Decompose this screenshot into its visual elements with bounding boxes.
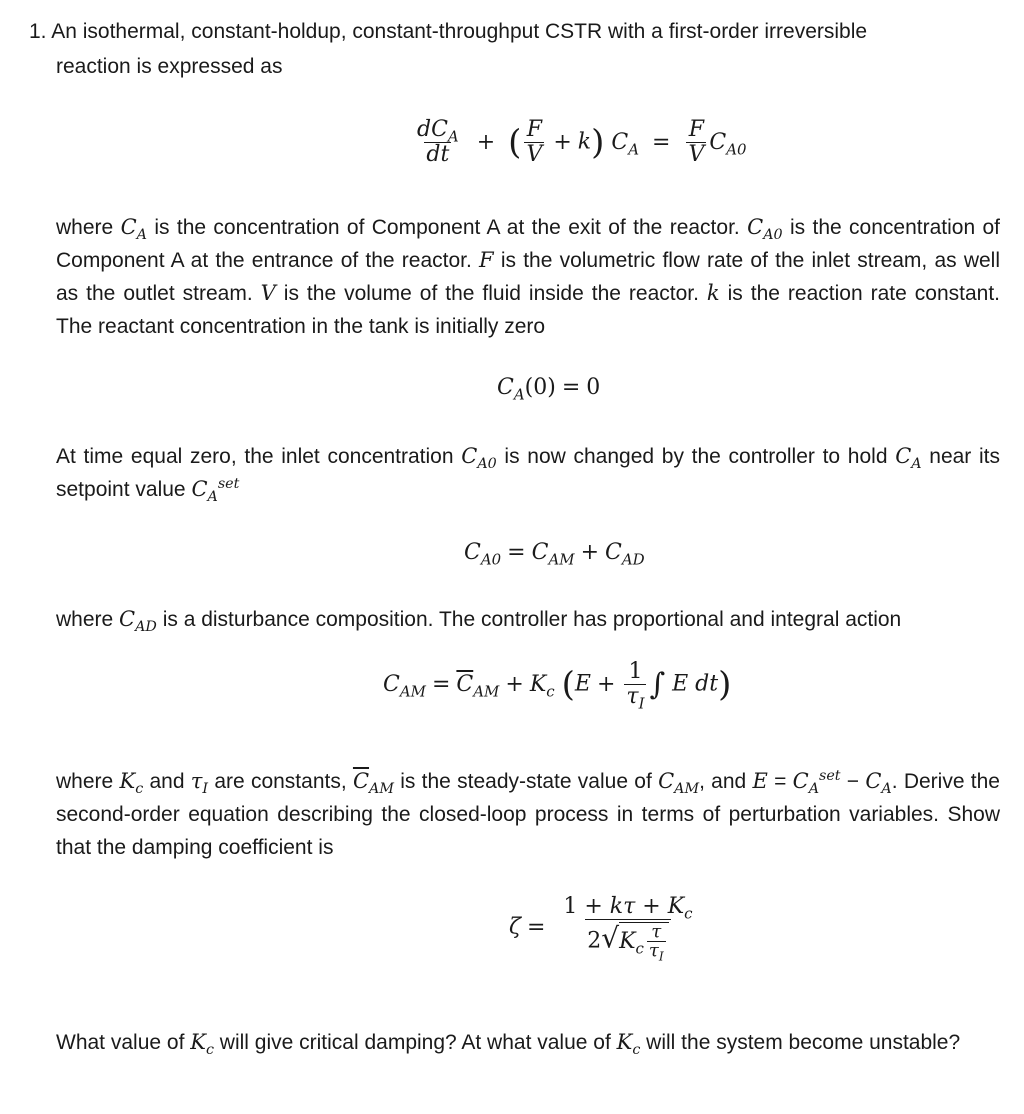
intro-line-2: reaction is expressed as <box>56 55 283 78</box>
paragraph-definitions: where $C_A$ is the concentration of Component A at the exit of the reactor. $C_{A0}$ is the concentration of Component A at the entrance of the reactor. F is the volumetric flow rate of the inlet stream, as well as the outlet stream. V is the volume of the fluid inside the reactor. k is the reaction rate constant. The reactant concentration in the tank is initially zero <box>56 215 1001 338</box>
equation-damping: ζ = $1 + k\tau + K_c$ 2√ $K_c$ $\frac{\tau}{\tau_I}$ <box>509 894 693 964</box>
question-number: 1. <box>29 20 47 43</box>
paragraph-controller-intro: At time equal zero, the inlet concentration $C_{A0}$ is now changed by the controller to hold $C_A$ near its setpoint value $C_A^{set}$ <box>56 444 1000 506</box>
paragraph-disturbance: where $C_{AD}$ is a disturbance composition. The controller has proportional and integral action <box>56 607 902 636</box>
paragraph-final-question: What value of $K_c$ will give critical damping? At what value of $K_c$ will the system become unstable? <box>56 1030 961 1059</box>
equation-pi-controller: $C_{AM} = \overline{C}_{AM} + K_c$ (E + $\frac{1}{\tau_I}$ ∫ E dt) <box>383 659 732 713</box>
intro-line-1: An isothermal, constant-holdup, constant-throughput CSTR with a first-order irreversible <box>51 20 868 43</box>
question-intro <box>29 14 1000 84</box>
equation-inlet: $C_{A0} = C_{AM} + C_{AD}$ <box>464 540 645 569</box>
equation-initial-condition: $C_A(0) = 0$ <box>497 375 601 404</box>
paragraph-derivation: where $K_c$ and $\tau_I$ are constants, $\overline{C}_{AM}$ is the steady-state value of $C_{AM}$, and $E = C_A^{set} - C_A$. Derive the second-order equation describing the closed-loop process in terms of perturbation variables. Show that the damping coefficient is <box>56 768 1000 859</box>
equation-ode: $\frac{dC_A}{dt}$ + ( $\frac{F}{V}$ + k) $C_A$ = $\frac{F}{V}$ $C_{A0}$ <box>417 117 747 167</box>
